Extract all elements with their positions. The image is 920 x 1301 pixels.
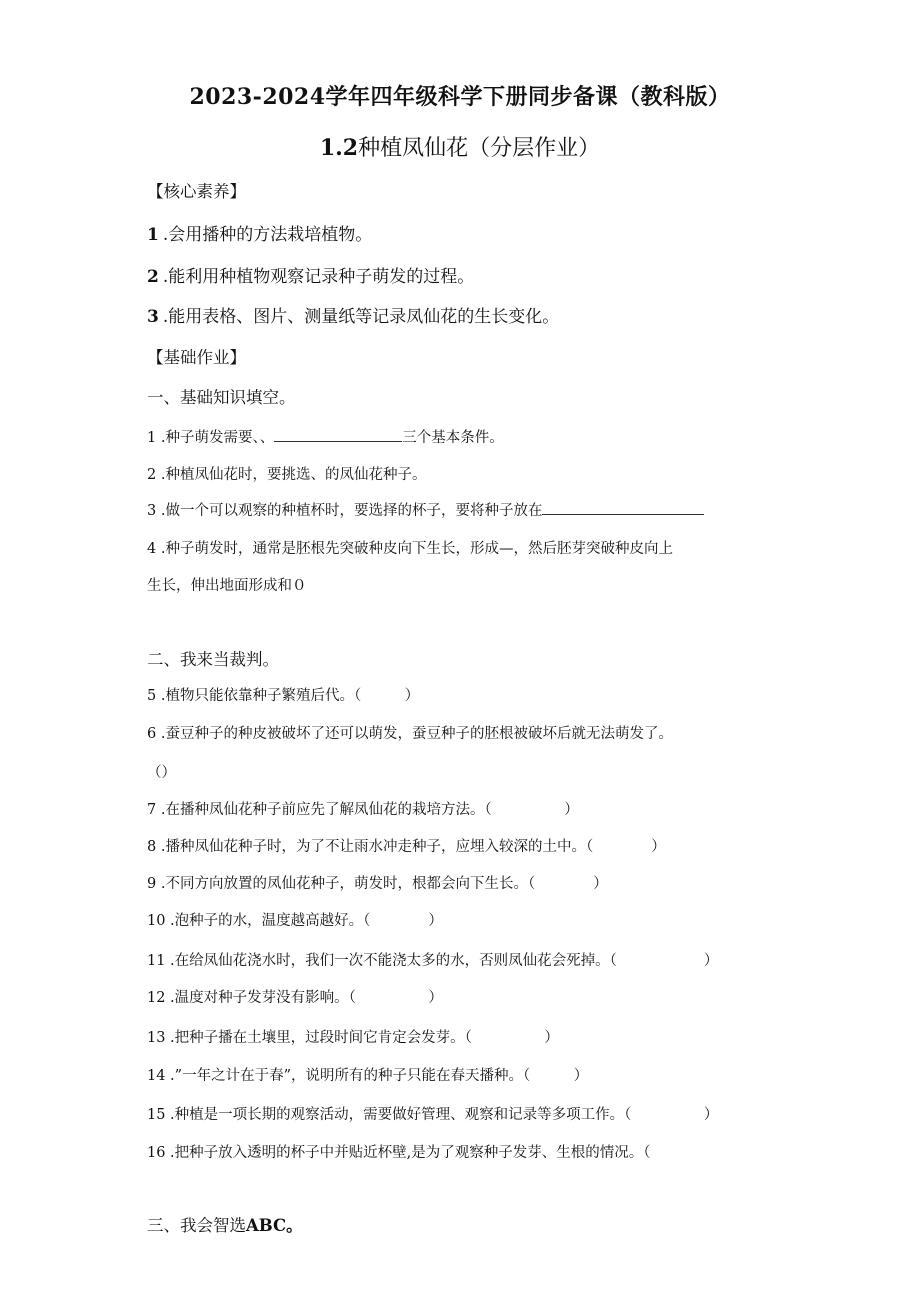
question-6: 6 .蚕豆种子的种皮被破坏了还可以萌发，蚕豆种子的胚根被破坏后就无法萌发了。	[147, 726, 673, 742]
part3-heading: 三、我会智选ABC。	[147, 1216, 303, 1235]
question-1: 1 .种子萌发需要、、 三个基本条件。	[147, 426, 504, 447]
question-4: 4 .种子萌发时，通常是胚根先突破种皮向下生长，形成—，然后胚芽突破种皮向上	[147, 541, 673, 557]
part1-heading: 一、基础知识填空。	[147, 388, 296, 407]
question-5: 5 .植物只能依靠种子繁殖后代。（ ）	[147, 688, 420, 704]
answer-blank[interactable]	[274, 427, 402, 442]
core-item-2: 2 .能利用种植物观察记录种子萌发的过程。	[147, 267, 475, 287]
core-item-3: 3 .能用表格、图片、测量纸等记录凤仙花的生长变化。	[147, 307, 560, 327]
subtitle-number: 1.2	[319, 135, 359, 161]
question-3: 3 .做一个可以观察的种植杯时，要选择的杯子，要将种子放在	[147, 499, 704, 520]
question-2: 2 .种植凤仙花时，要挑选、的凤仙花种子。	[147, 467, 427, 483]
question-11: 11 .在给凤仙花浇水时，我们一次不能浇太多的水，否则凤仙花会死掉。（ ）	[147, 953, 719, 969]
question-13: 13 .把种子播在土壤里，过段时间它肯定会发芽。（ ）	[147, 1030, 559, 1046]
core-item-1: 1 .会用播种的方法栽培植物。	[147, 225, 373, 245]
answer-blank[interactable]	[542, 500, 704, 515]
document-title: 2023-2024学年四年级科学下册同步备课（教科版）	[189, 84, 731, 110]
question-9: 9 .不同方向放置的凤仙花种子，萌发时，根都会向下生长。（ ）	[147, 876, 608, 892]
question-4-continued: 生长，伸出地面形成和０	[147, 578, 307, 594]
basic-heading: 【基础作业】	[147, 348, 246, 367]
question-8: 8 .播种凤仙花种子时，为了不让雨水冲走种子，应埋入较深的土中。（ ）	[147, 839, 666, 855]
question-10: 10 .泡种子的水，温度越高越好。（ ）	[147, 913, 443, 929]
document-subtitle	[0, 131, 920, 162]
subtitle-text: 种植凤仙花（分层作业）	[358, 136, 601, 161]
core-heading: 【核心素养】	[147, 182, 246, 201]
part2-heading: 二、我来当裁判。	[147, 650, 279, 669]
question-15: 15 .种植是一项长期的观察活动，需要做好管理、观察和记录等多项工作。（ ）	[147, 1107, 719, 1123]
question-14: 14 .”一年之计在于春”，说明所有的种子只能在春天播种。（ ）	[147, 1068, 589, 1084]
question-7: 7 .在播种凤仙花种子前应先了解凤仙花的栽培方法。（ ）	[147, 802, 579, 818]
question-6-paren: （）	[147, 765, 176, 781]
question-16: 16 .把种子放入透明的杯子中并贴近杯壁,是为了观察种子发芽、生根的情况。（	[147, 1145, 651, 1161]
question-12: 12 .温度对种子发芽没有影响。（ ）	[147, 990, 443, 1006]
